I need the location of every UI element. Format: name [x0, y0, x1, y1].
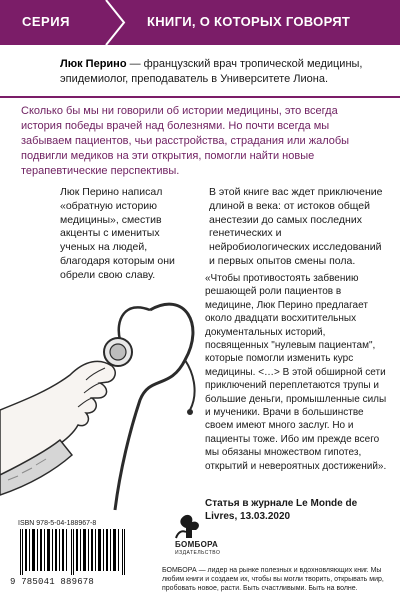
author-name: Люк Перино	[60, 58, 127, 70]
intro-paragraph: Сколько бы мы ни говорили об истории медицины, это всегда история победы врачей над болезнями. Но почти всегда мы забываем пациентов, чьи расстройства, страдания или жалобы подвигли медиков на эти открытия, помогли найти новые терапевтические перспективы.	[21, 105, 350, 177]
isbn-label: ISBN 978-5-04-188967-8	[18, 520, 97, 527]
quote-source: Статья в журнале Le Monde de Livres, 13.03.2020	[205, 498, 358, 523]
author-bio	[60, 57, 378, 87]
quote-text: «Чтобы противостоять забвению решающей роли пациентов в медицине, Люк Перино предлагает около двадцати восхитительных документальных историй, посвященных "нулевым пациентам", которые помогли изменить курс медицины. <…> В этой обширной сети приключений переплетаются трупы и большие деньги, промышленные силы и мученики. Врачи в большинстве своем имеют много заслуг. Но и пациенты тоже. Ибо им прежде всего мы обязаны множеством гипотез, открытий и невероятных достижений».	[205, 273, 387, 472]
series-name: КНИГИ, О КОТОРЫХ ГОВОРЯТ	[147, 14, 351, 29]
publisher-sub: ИЗДАТЕЛЬСТВО	[175, 550, 221, 556]
series-label: СЕРИЯ	[22, 14, 70, 29]
bombora-logo-icon	[158, 510, 218, 540]
section-divider	[0, 96, 400, 98]
chevron-divider-icon	[104, 0, 128, 45]
left-column-text: Люк Перино написал «обратную историю медицины», сместив акценты с именитых ученых на людей, благодаря которым они обрели свою славу.	[60, 186, 175, 281]
series-band	[0, 0, 400, 45]
barcode-icon	[18, 529, 128, 575]
author-bio-text: — французский врач тропической медицины, эпидемиолог, преподаватель в Университете Лиона.	[60, 58, 363, 85]
publisher-name: БОМБОРА	[175, 540, 219, 549]
right-column-text: В этой книге вас ждет приключение длиной в века: от истоков общей анестезии до самых последних генетических и нейробиологических исследований и первых опытов смены пола.	[209, 186, 383, 267]
barcode-digits: 9 785041 889678	[10, 577, 95, 587]
publisher-blurb: БОМБОРА — лидер на рынке полезных и вдохновляющих книг. Мы любим книги и создаем их, чтобы вы могли творить, открывать мир, пробовать новое, расти. Быть счастливыми. Быть на волне.	[162, 567, 384, 592]
